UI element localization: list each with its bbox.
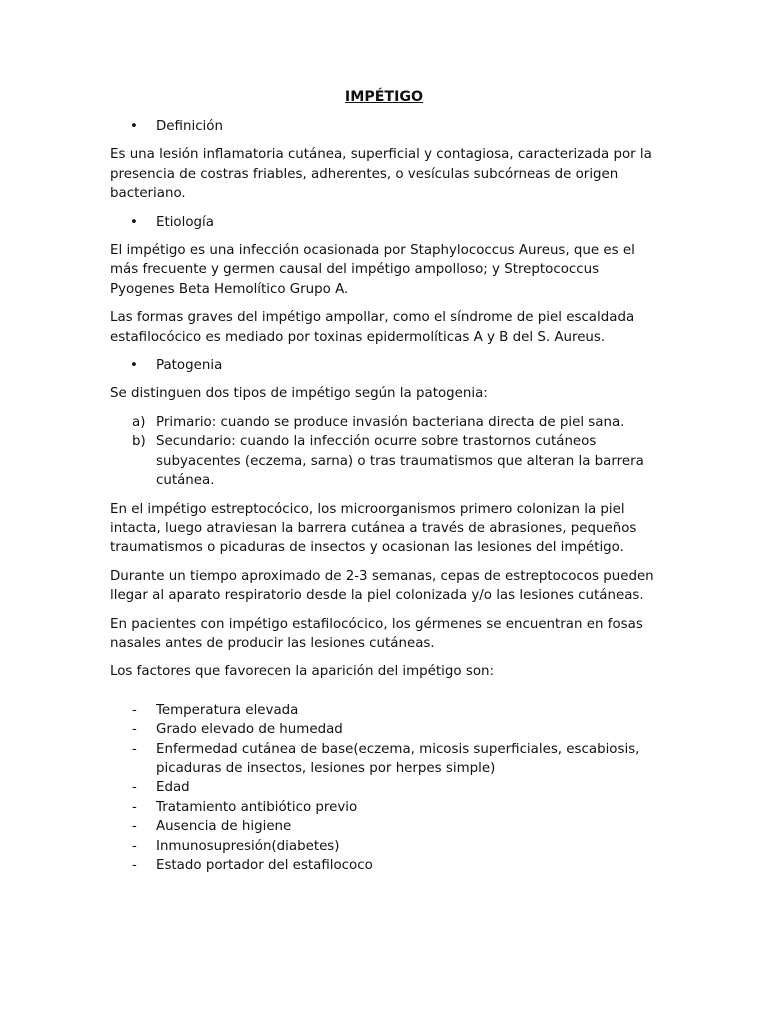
list-marker: - <box>132 858 137 873</box>
list-marker: - <box>132 780 137 796</box>
list-item-text: Enfermedad cutánea de base(eczema, micosis superficiales, escabiosis, picaduras de insectos, lesiones por herpes simple) <box>156 741 640 776</box>
paragraph: El impétigo es una infección ocasionada por Staphylococcus Aureus, que es el más frecuente y germen causal del impétigo ampolloso; y Streptococcus Pyogenes Beta Hemolítico Grupo A. <box>110 243 635 297</box>
list-item <box>110 817 660 836</box>
list-marker: b) <box>132 434 146 450</box>
list-item-text: Ausencia de higiene <box>156 819 292 835</box>
list-item-text: Edad <box>156 780 190 796</box>
list-marker: - <box>132 838 137 854</box>
list-marker: - <box>132 741 137 757</box>
list-item <box>110 778 660 797</box>
list-item-text: Inmunosupresión(diabetes) <box>156 838 340 854</box>
list-item-text: Tratamiento antibiótico previo <box>156 799 358 815</box>
list-item <box>110 837 660 856</box>
list-item <box>110 413 660 432</box>
list-marker: a) <box>132 414 146 430</box>
list-item-text: Secundario: cuando la infección ocurre sobre trastornos cutáneos subyacentes (eczema, sarna) o tras traumatismos que alteran la barrera cutánea. <box>156 434 644 489</box>
list-item <box>110 798 660 817</box>
list-item-text: Grado elevado de humedad <box>156 722 343 738</box>
paragraph: En el impétigo estreptocócico, los microorganismos primero colonizan la piel intacta, luego atraviesan la barrera cutánea a través de abrasiones, pequeños traumatismos o picaduras de insectos y ocasionan las lesiones del impétigo. <box>110 501 637 556</box>
list-marker: - <box>132 722 137 738</box>
paragraph: Es una lesión inflamatoria cutánea, superficial y contagiosa, caracterizada por la presencia de costras friables, adherentes, o vesículas subcórneas de origen bacteriano. <box>110 147 652 202</box>
section-heading-label: Patogenia <box>156 358 223 374</box>
paragraph: Se distinguen dos tipos de impétigo según la patogenia: <box>110 386 488 402</box>
list-item <box>110 856 660 875</box>
list-item <box>110 740 660 779</box>
document-body <box>110 117 660 875</box>
paragraph: Los factores que favorecen la aparición del impétigo son: <box>110 664 495 680</box>
risk-factor-list <box>110 691 660 876</box>
list-item-text: Primario: cuando se produce invasión bacteriana directa de piel sana. <box>156 414 625 430</box>
list-marker: - <box>132 819 137 835</box>
list-item-text: Estado portador del estafilococo <box>156 858 373 873</box>
paragraph: Las formas graves del impétigo ampollar, como el síndrome de piel escaldada estafilocócico es mediado por toxinas epidermolíticas A y B del S. Aureus. <box>110 310 635 345</box>
document-title: IMPÉTIGO <box>344 89 424 105</box>
section-heading-definicion <box>110 117 660 136</box>
list-marker: - <box>132 702 137 718</box>
list-item <box>110 720 660 739</box>
list-marker: - <box>132 799 137 815</box>
pathogenesis-type-list <box>110 413 660 491</box>
bullet-icon: • <box>130 119 138 134</box>
bullet-icon: • <box>130 214 138 230</box>
paragraph: Durante un tiempo aproximado de 2-3 semanas, cepas de estreptococos pueden llegar al aparato respiratorio desde la piel colonizada y/o las lesiones cutáneas. <box>110 568 654 604</box>
paragraph: En pacientes con impétigo estafilocócico, los gérmenes se encuentran en fosas nasales antes de producir las lesiones cutáneas. <box>110 616 643 651</box>
section-heading-label: Etiología <box>156 214 214 230</box>
bullet-icon: • <box>130 358 138 374</box>
section-heading-etiologia <box>110 213 660 232</box>
section-heading-label: Definición <box>156 119 223 134</box>
list-item-text: Temperatura elevada <box>156 702 299 718</box>
list-item <box>110 701 660 720</box>
section-heading-patogenia <box>110 356 660 375</box>
list-item <box>110 432 660 490</box>
